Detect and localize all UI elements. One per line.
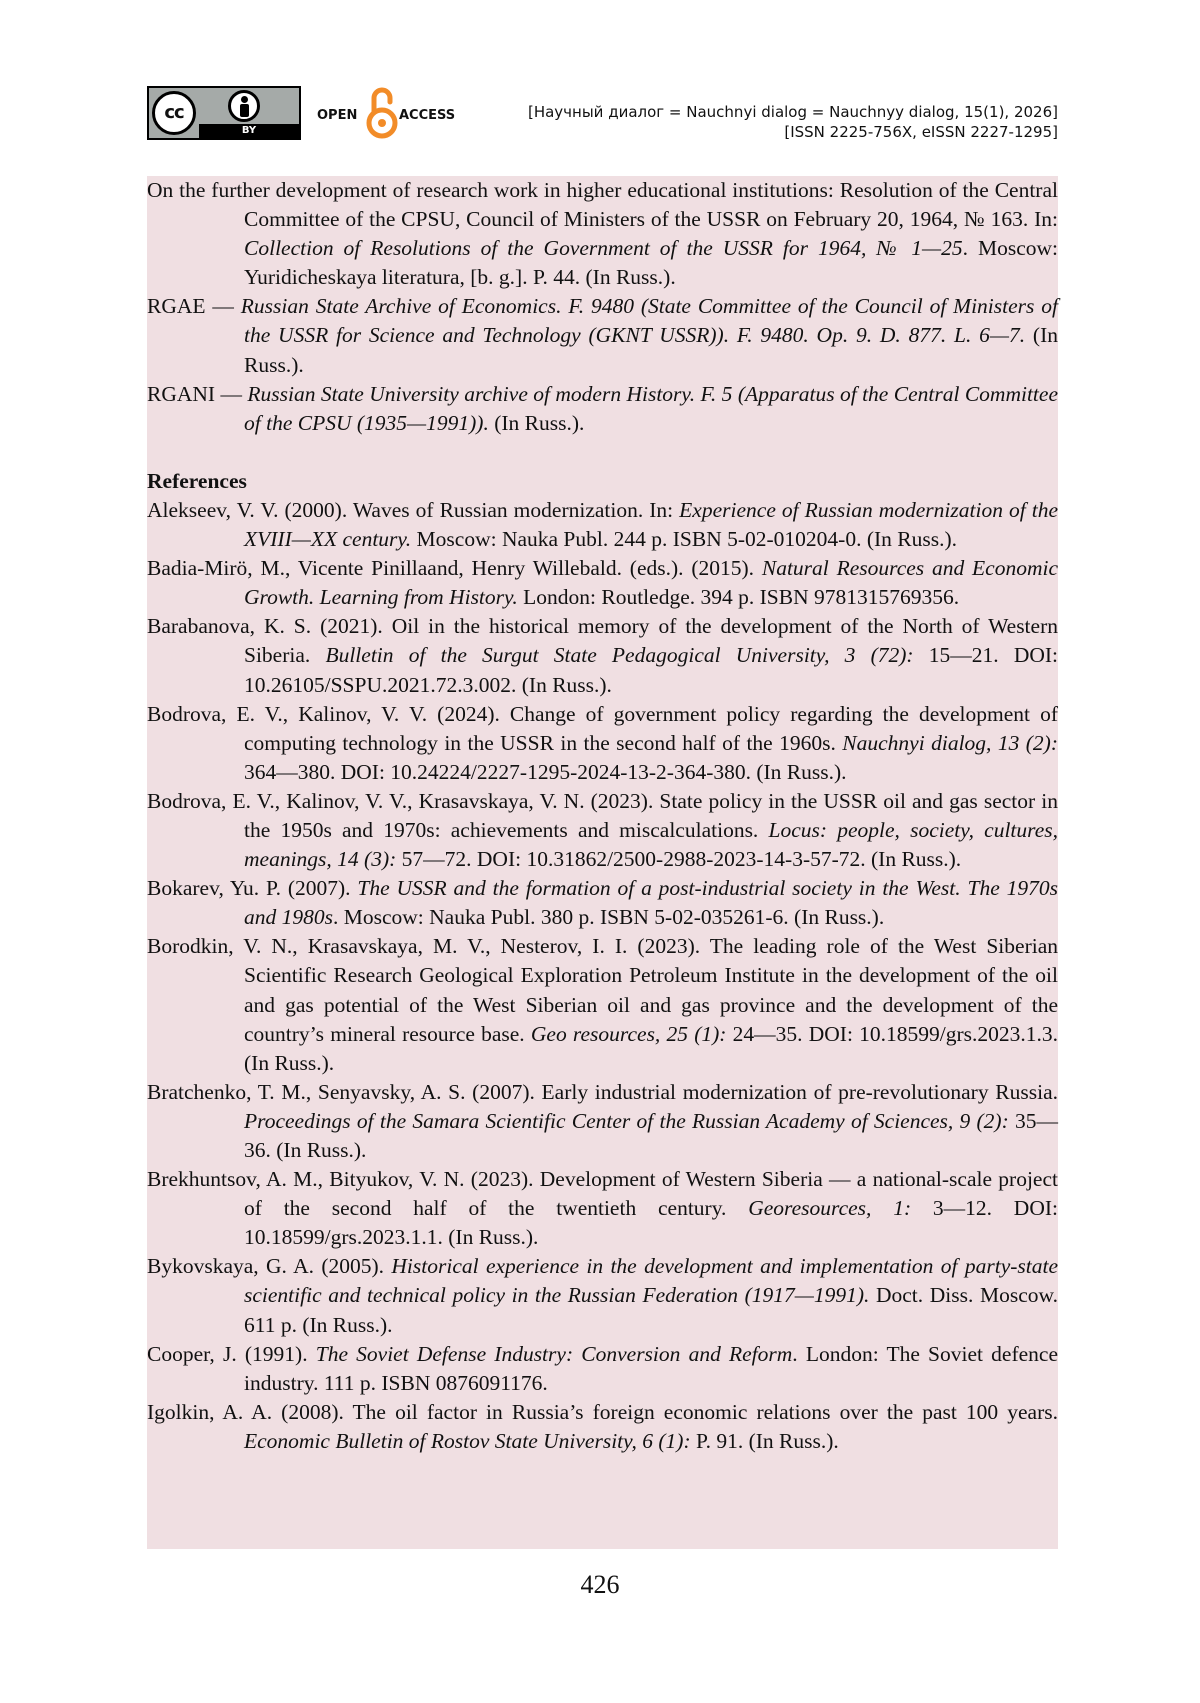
source-entry — [147, 176, 1058, 292]
reference-text: Moscow: Nauka Publ. 244 p. ISBN 5-02-010204-0. (In Russ.). — [411, 527, 958, 552]
person-icon — [228, 90, 260, 122]
reference-text: 3—12. DOI: 10.18599/grs.2023.1.1. (In Russ.). — [244, 1196, 1058, 1250]
reference-title: Russian State University archive of modern History. F. 5 (Apparatus of the Central Committee of the CPSU (1935—1991)). — [244, 381, 1058, 435]
cc-by-license-badge — [147, 86, 301, 140]
reference-entry — [147, 700, 1058, 787]
reference-text: Bratchenko, T. M., Senyavsky, A. S. (2007). Early industrial modernization of pre-revolutionary Russia. — [147, 1079, 1058, 1104]
reference-title: Locus: people, society, cultures, meanings, 14 (3): — [244, 817, 1058, 872]
reference-title: The USSR and the formation of a post-industrial society in the West. The 1970s and 1980s — [244, 876, 1058, 930]
reference-entry — [147, 1165, 1058, 1252]
reference-text: Alekseev, V. V. (2000). Waves of Russian modernization. In: — [147, 497, 680, 522]
journal-citation — [528, 102, 1058, 142]
reference-text: Doct. Diss. Moscow. 611 p. (In Russ.). — [244, 1283, 1058, 1337]
journal-title-line: [Научный диалог = Nauchnyi dialog = Nauchnyy dialog, 15(1), 2026] — [527, 103, 1058, 121]
reference-title: Economic Bulletin of Rostov State University, 6 (1): — [244, 1428, 691, 1453]
reference-entry — [147, 932, 1058, 1077]
access-label: ACCESS — [399, 108, 456, 123]
reference-entry — [147, 1340, 1058, 1398]
references-list — [147, 496, 1058, 1456]
reference-text: Cooper, J. (1991). — [147, 1341, 316, 1366]
reference-text: . Moscow: Nauka Publ. 380 p. ISBN 5-02-035261-6. (In Russ.). — [333, 905, 885, 930]
reference-text: (In Russ.). — [244, 323, 1058, 377]
reference-entry — [147, 612, 1058, 699]
highlighted-reference-block — [147, 176, 1058, 1549]
reference-text: Borodkin, V. N., Krasavskaya, M. V., Nesterov, I. I. (2023). The leading role of the West Siberian Scientific Research Geological Exploration Petroleum Institute in the development of the oil and gas potential of the West Siberian oil and gas province and the development of the country’s mineral resource base. — [147, 934, 1058, 1046]
reference-title: The Soviet Defense Industry: Conversion and Reform — [315, 1341, 793, 1366]
reference-entry — [147, 1252, 1058, 1339]
reference-text: Bodrova, E. V., Kalinov, V. V., Krasavskaya, V. N. (2023). State policy in the USSR oil and gas sector in the 1950s and 1970s: achievements and miscalculations. — [147, 788, 1058, 842]
reference-title: Georesources, 1: — [748, 1196, 912, 1221]
reference-entry — [147, 1078, 1058, 1165]
reference-entry — [147, 496, 1058, 554]
reference-entry — [147, 1398, 1058, 1456]
reference-text: Bokarev, Yu. P. (2007). — [147, 876, 358, 901]
reference-text: 57—72. DOI: 10.31862/2500-2988-2023-14-3-57-72. (In Russ.). — [396, 847, 962, 872]
reference-entry — [147, 554, 1058, 612]
reference-text: Bykovskaya, G. A. (2005). — [147, 1254, 392, 1279]
reference-text: 35—36. (In Russ.). — [244, 1108, 1059, 1162]
source-entry — [147, 292, 1058, 379]
open-label: OPEN — [317, 108, 358, 123]
reference-title: Natural Resources and Economic Growth. Learning from History. — [244, 556, 1058, 610]
reference-text: 15—21. DOI: 10.26105/SSPU.2021.72.3.002. (In Russ.). — [244, 643, 1059, 697]
references-heading: References — [147, 468, 247, 493]
reference-text: London: Routledge. 394 p. ISBN 9781315769356. — [517, 585, 960, 610]
journal-issn-line: [ISSN 2225-756X, eISSN 2227-1295] — [784, 123, 1058, 141]
reference-text: Brekhuntsov, A. M., Bityukov, V. N. (2023). Development of Western Siberia — a national-scale project of the second half of the twentieth century. — [147, 1167, 1058, 1221]
reference-title: Bulletin of the Surgut State Pedagogical University, 3 (72): — [325, 643, 914, 668]
reference-title: Proceedings of the Samara Scientific Center of the Russian Academy of Sciences, 9 (2): — [244, 1108, 1009, 1133]
by-label: BY — [199, 124, 299, 138]
reference-text: On the further development of research work in higher educational institutions: Resolution of the Central Committee of the CPSU, Council of Ministers of the USSR on February 20, 1964, № 163. In: — [147, 178, 1058, 232]
open-access-lock-icon — [365, 86, 399, 140]
reference-text: Barabanova, K. S. (2021). Oil in the historical memory of the development of the North of Western Siberia. — [147, 614, 1058, 668]
reference-text: RGANI — — [147, 381, 248, 406]
reference-text: 24—35. DOI: 10.18599/grs.2023.1.3. (In Russ.). — [244, 1021, 1059, 1075]
reference-text: . Moscow: Yuridicheskaya literatura, [b. g.]. P. 44. (In Russ.). — [244, 236, 1058, 290]
reference-title: Nauchnyi dialog, 13 (2): — [842, 730, 1058, 755]
reference-text: Badia-Mirö, M., Vicente Pinillaand, Henry Willebald. (eds.). (2015). — [147, 556, 762, 581]
reference-entry — [147, 787, 1058, 874]
reference-title: Russian State Archive of Economics. F. 9480 (State Committee of the Council of Ministers of the USSR for Science and Technology (GKNT USSR)). F. 9480. Op. 9. D. 877. L. 6—7. — [240, 294, 1058, 348]
reference-text: . London: The Soviet defence industry. 111 p. ISBN 0876091176. — [244, 1341, 1058, 1395]
reference-title: Experience of Russian modernization of the XVIII—XX century. — [244, 497, 1058, 552]
open-access-logo — [317, 86, 467, 140]
reference-text: (In Russ.). — [488, 410, 585, 435]
reference-entry — [147, 874, 1058, 932]
reference-text: RGAE — — [147, 294, 241, 319]
reference-title: Geo resources, 25 (1): — [530, 1021, 727, 1046]
reference-text: Bodrova, E. V., Kalinov, V. V. (2024). Change of government policy regarding the development of computing technology in the USSR in the second half of the 1960s. — [147, 701, 1058, 755]
page-header — [147, 86, 1058, 146]
sources-list — [147, 176, 1058, 438]
reference-text: P. 91. (In Russ.). — [690, 1428, 839, 1453]
reference-text: 364—380. DOI: 10.24224/2227-1295-2024-13-2-364-380. (In Russ.). — [244, 759, 847, 784]
reference-title: Historical experience in the development and implementation of party-state scientific and technical policy in the Russian Federation (1917—1991). — [244, 1254, 1058, 1308]
reference-title: Collection of Resolutions of the Government of the USSR for 1964, № 1—25 — [244, 236, 963, 261]
page-number: 426 — [580, 1570, 620, 1599]
cc-icon: cc — [152, 91, 196, 135]
reference-text: Igolkin, A. A. (2008). The oil factor in Russia’s foreign economic relations over the past 100 years. — [147, 1399, 1058, 1424]
source-entry — [147, 380, 1058, 438]
